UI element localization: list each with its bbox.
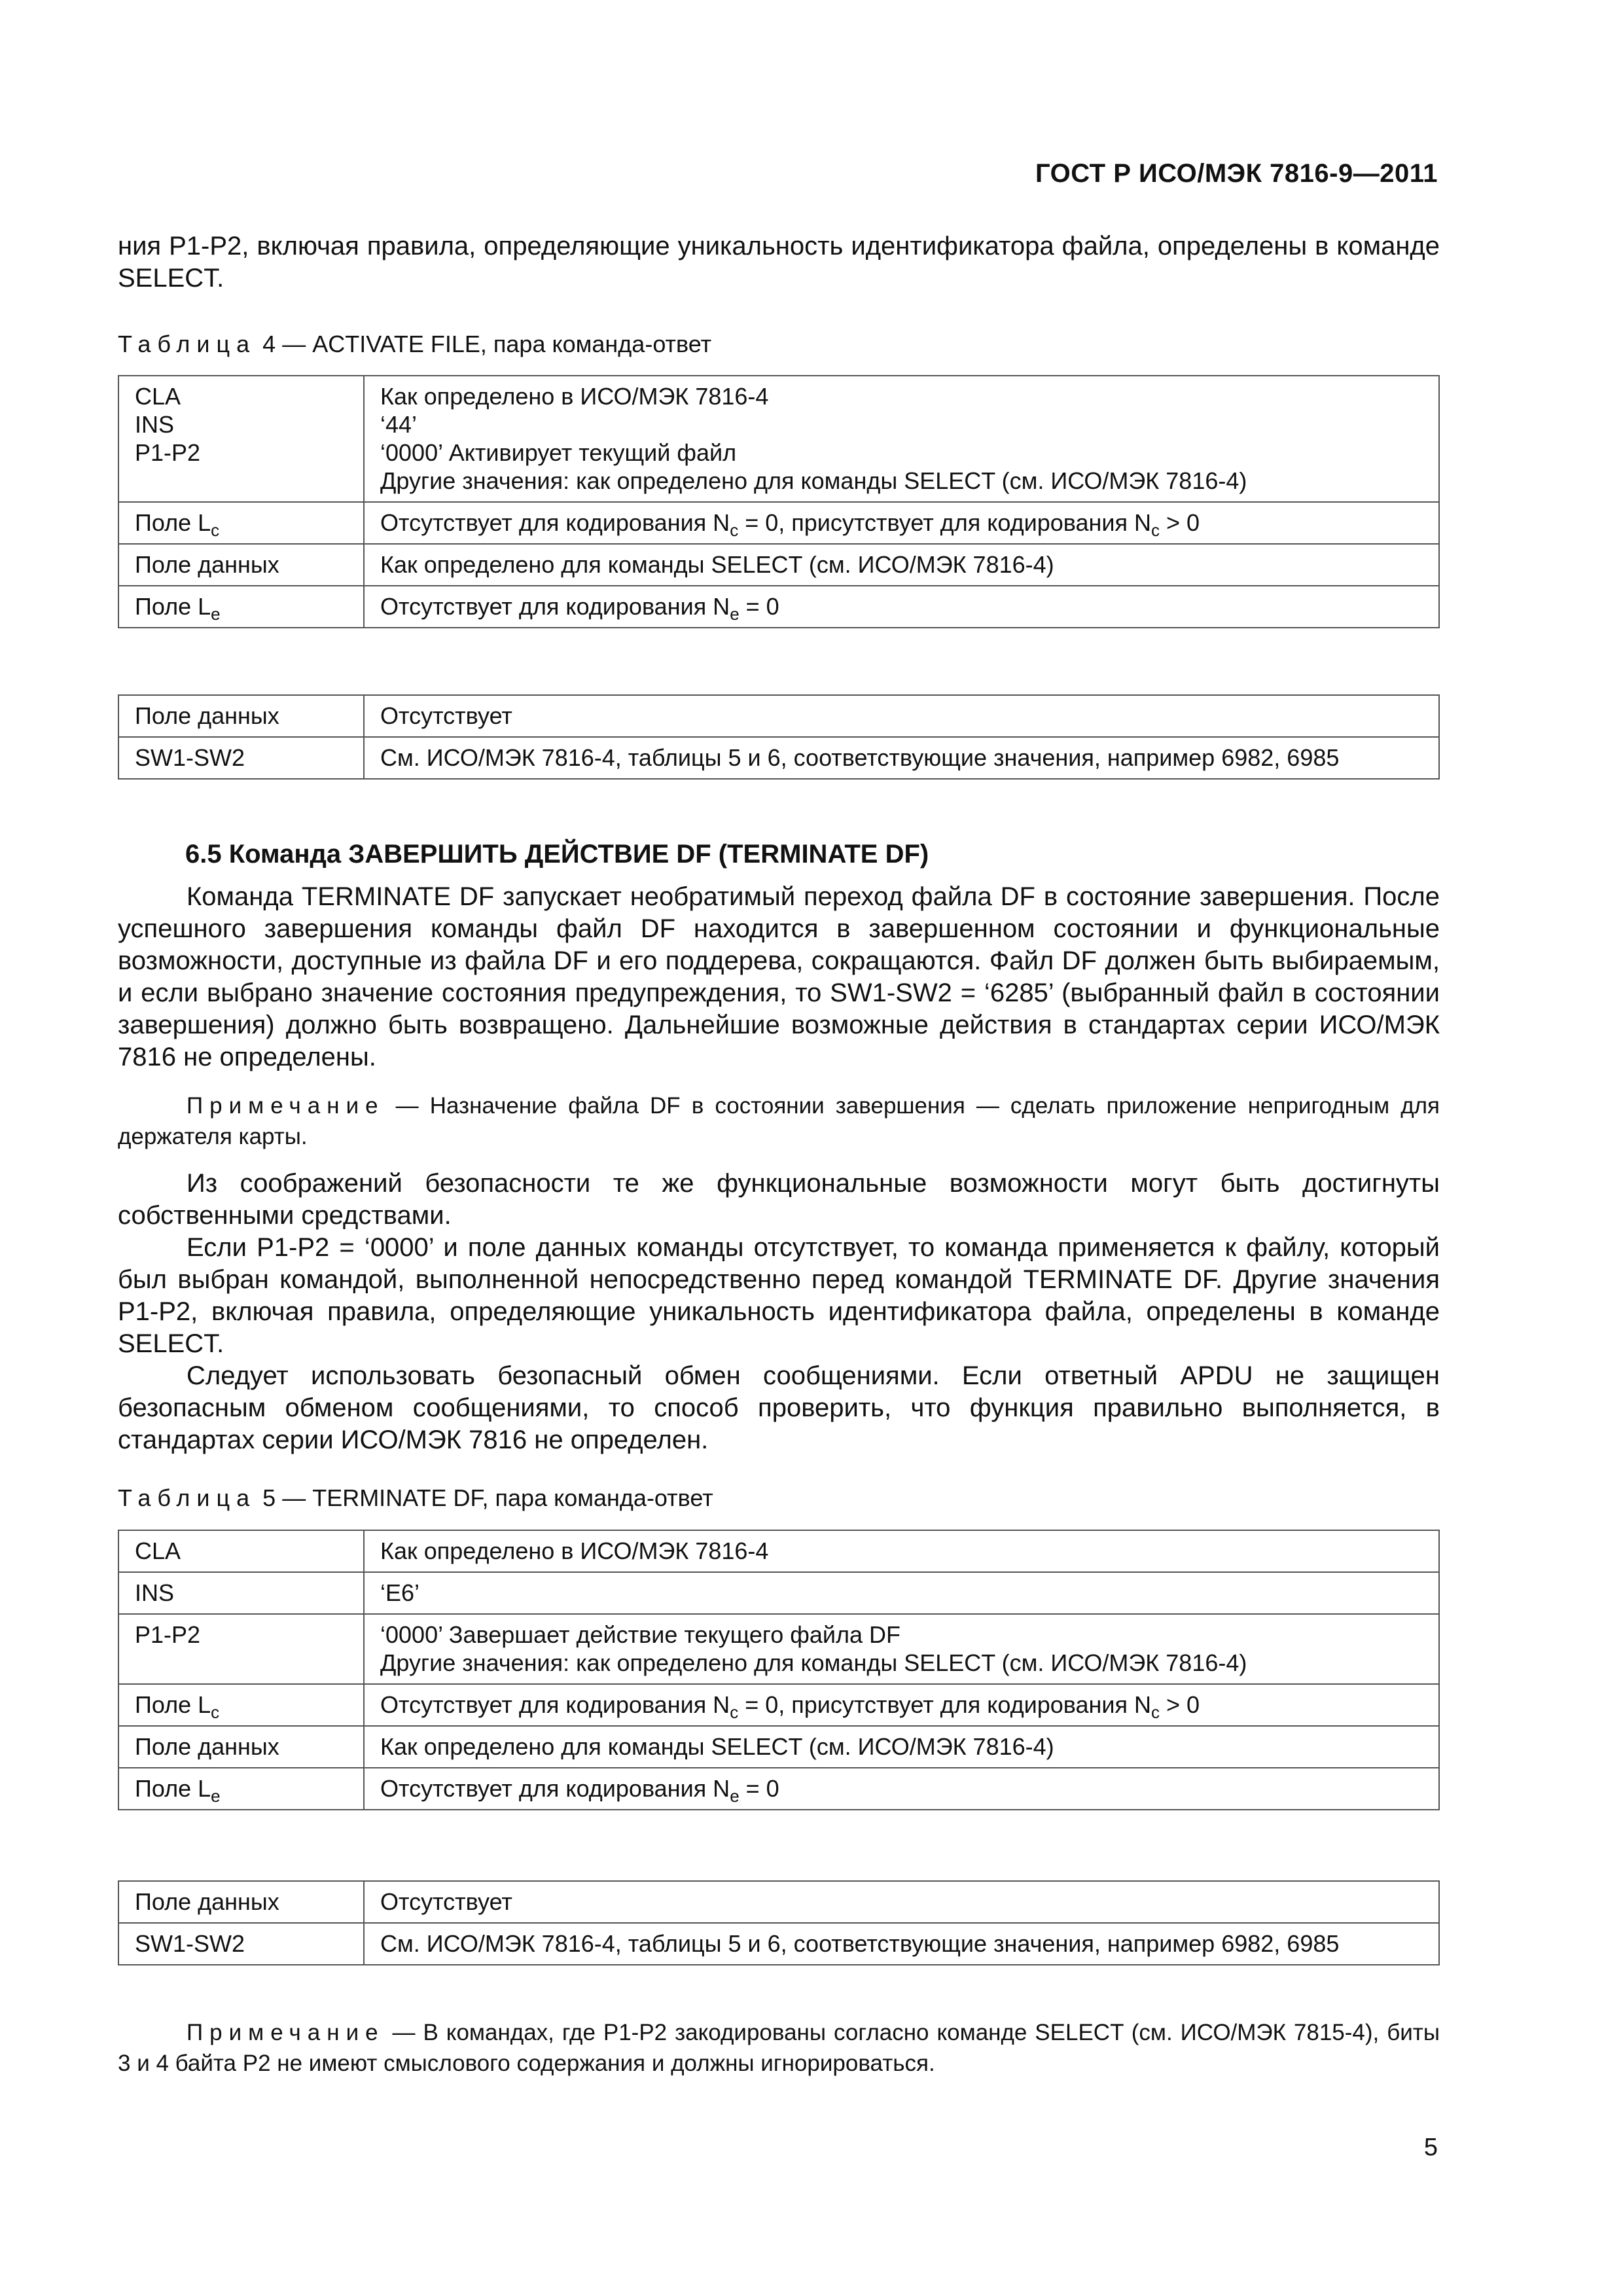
cell-line: P1-P2 <box>135 439 201 466</box>
table-row <box>118 1726 1439 1768</box>
section-6-5-body <box>118 881 1440 1456</box>
table5-caption-label: Таблица <box>118 1484 257 1511</box>
table-cell <box>364 1768 1439 1810</box>
table-cell: Поле данных <box>118 1726 364 1768</box>
table5-response <box>118 1880 1440 1965</box>
cell-text: Поле L <box>135 1775 211 1802</box>
table-cell <box>364 586 1439 628</box>
note-text: — Назначение файла DF в состоянии завершения — сделать приложение непригодным для держателя карты. <box>118 1093 1440 1149</box>
table-row <box>118 1684 1439 1726</box>
cell-subscript: e <box>211 1786 221 1806</box>
cell-subscript: e <box>730 1786 740 1806</box>
cell-text: = 0 <box>739 593 779 620</box>
table-row <box>118 544 1439 586</box>
table-cell: CLA <box>118 1530 364 1572</box>
cell-line: ‘0000’ Активирует текущий файл <box>380 439 737 466</box>
table-cell: Как определено для команды SELECT (см. ИСО/МЭК 7816-4) <box>364 1726 1439 1768</box>
cell-subscript: c <box>1150 1702 1160 1722</box>
cell-line: Другие значения: как определено для команды SELECT (см. ИСО/МЭК 7816-4) <box>380 1649 1247 1676</box>
table-row <box>118 1530 1439 1572</box>
table-cell <box>364 502 1439 544</box>
cell-text: > 0 <box>1159 1691 1200 1718</box>
note-label: Примечание <box>187 2020 385 2045</box>
cell-subscript: c <box>730 520 739 540</box>
note-text: — В командах, где P1-P2 закодированы согласно команде SELECT (см. ИСО/МЭК 7815-4), биты 3 и 4 байта P2 не имеют смыслового содержания и должны игнорироваться. <box>118 2020 1440 2076</box>
document-code-header: ГОСТ Р ИСО/МЭК 7816-9—2011 <box>1035 159 1438 188</box>
note-1 <box>118 1090 1440 1152</box>
section-paragraph-2: Из соображений безопасности те же функциональные возможности могут быть достигнуты собственными средствами. <box>118 1169 1440 1230</box>
table-cell: INS <box>118 1572 364 1614</box>
table-row <box>118 586 1439 628</box>
table-row <box>118 502 1439 544</box>
table-cell: Отсутствует <box>364 1881 1439 1923</box>
table-cell <box>118 586 364 628</box>
cell-subscript: c <box>211 520 220 540</box>
table-cell: ‘E6’ <box>364 1572 1439 1614</box>
table-cell: См. ИСО/МЭК 7816-4, таблицы 5 и 6, соответствующие значения, например 6982, 6985 <box>364 1923 1439 1965</box>
intro-continuation-paragraph: ния P1-P2, включая правила, определяющие уникальность идентификатора файла, определены в команде SELECT. <box>118 232 1440 293</box>
table-cell: Поле данных <box>118 544 364 586</box>
table-row <box>118 1923 1439 1965</box>
table-row <box>118 1572 1439 1614</box>
table-cell: SW1-SW2 <box>118 1923 364 1965</box>
cell-line: Как определено в ИСО/МЭК 7816-4 <box>380 383 769 410</box>
table-cell: Как определено в ИСО/МЭК 7816-4 <box>364 1530 1439 1572</box>
note-label: Примечание <box>187 1093 385 1119</box>
cell-subscript: c <box>730 1702 739 1722</box>
table-cell <box>118 376 364 502</box>
table4-response <box>118 694 1440 780</box>
table-row <box>118 737 1439 779</box>
cell-subscript: c <box>1150 520 1160 540</box>
table-row <box>118 1614 1439 1684</box>
table-row <box>118 376 1439 502</box>
table4-caption-text: 4 — ACTIVATE FILE, пара команда-ответ <box>262 331 712 357</box>
cell-text: Отсутствует для кодирования N <box>380 593 730 620</box>
intro-continuation-block <box>118 230 1440 295</box>
table-cell: Как определено для команды SELECT (см. ИСО/МЭК 7816-4) <box>364 544 1439 586</box>
table-cell: Поле данных <box>118 695 364 737</box>
table-row <box>118 1768 1439 1810</box>
cell-subscript: e <box>730 604 740 624</box>
table-cell: Отсутствует <box>364 695 1439 737</box>
cell-text: Поле L <box>135 1691 211 1718</box>
cell-text: Поле L <box>135 593 211 620</box>
table-cell: SW1-SW2 <box>118 737 364 779</box>
cell-text: = 0, присутствует для кодирования N <box>738 1691 1151 1718</box>
note-2 <box>118 2017 1440 2079</box>
section-paragraph-3: Если P1-P2 = ‘0000’ и поле данных команды отсутствует, то команда применяется к файлу, который был выбран командой, выполненной непосредственно перед командой TERMINATE DF. Другие значения P1-P2, включая правила, определяющие уникальность идентификатора файла, определены в команде SELECT. <box>118 1233 1440 1358</box>
table4-caption-label: Таблица <box>118 331 257 357</box>
cell-text: = 0, присутствует для кодирования N <box>738 509 1151 536</box>
cell-subscript: c <box>211 1702 220 1722</box>
cell-text: > 0 <box>1159 509 1200 536</box>
cell-line: Другие значения: как определено для команды SELECT (см. ИСО/МЭК 7816-4) <box>380 467 1247 494</box>
page-number: 5 <box>1423 2134 1438 2161</box>
cell-text: Отсутствует для кодирования N <box>380 1775 730 1802</box>
table-cell: См. ИСО/МЭК 7816-4, таблицы 5 и 6, соответствующие значения, например 6982, 6985 <box>364 737 1439 779</box>
cell-line: INS <box>135 411 175 438</box>
cell-text: = 0 <box>739 1775 779 1802</box>
table-cell <box>118 1768 364 1810</box>
table-cell <box>118 1684 364 1726</box>
cell-subscript: e <box>211 604 221 624</box>
table-cell: Поле данных <box>118 1881 364 1923</box>
cell-line: ‘44’ <box>380 411 418 438</box>
table4-caption <box>118 331 1440 358</box>
table5-caption-text: 5 — TERMINATE DF, пара команда-ответ <box>262 1484 713 1511</box>
table-row <box>118 695 1439 737</box>
table-row <box>118 1881 1439 1923</box>
table-cell <box>118 502 364 544</box>
table4-command <box>118 375 1440 628</box>
table-cell: P1-P2 <box>118 1614 364 1684</box>
section-paragraph-4: Следует использовать безопасный обмен сообщениями. Если ответный APDU не защищен безопасным обменом сообщениями, то способ проверить, что функция правильно выполняется, в стандартах серии ИСО/МЭК 7816 не определен. <box>118 1361 1440 1454</box>
table5-command <box>118 1530 1440 1810</box>
cell-line: CLA <box>135 383 181 410</box>
cell-line: ‘0000’ Завершает действие текущего файла DF <box>380 1621 901 1648</box>
cell-text: Отсутствует для кодирования N <box>380 509 730 536</box>
cell-text: Отсутствует для кодирования N <box>380 1691 730 1718</box>
table-cell <box>364 1614 1439 1684</box>
table5-caption <box>118 1484 1440 1512</box>
section-heading: 6.5 Команда ЗАВЕРШИТЬ ДЕЙСТВИЕ DF (TERMINATE DF) <box>185 840 929 869</box>
table-cell <box>364 1684 1439 1726</box>
note-2-block <box>118 2017 1440 2079</box>
table-cell <box>364 376 1439 502</box>
section-paragraph-1: Команда TERMINATE DF запускает необратимый переход файла DF в состояние завершения. После успешного завершения команды файл DF находится в завершенном состоянии и функциональные возможности, доступные из файла DF и его поддерева, сокращаются. Файл DF должен быть выбираемым, и если выбрано значение состояния предупреждения, то SW1-SW2 = ‘6285’ (выбранный файл в состоянии завершения) должно быть возвращено. Дальнейшие возможные действия в стандартах серии ИСО/МЭК 7816 не определены. <box>118 882 1440 1071</box>
cell-text: Поле L <box>135 509 211 536</box>
